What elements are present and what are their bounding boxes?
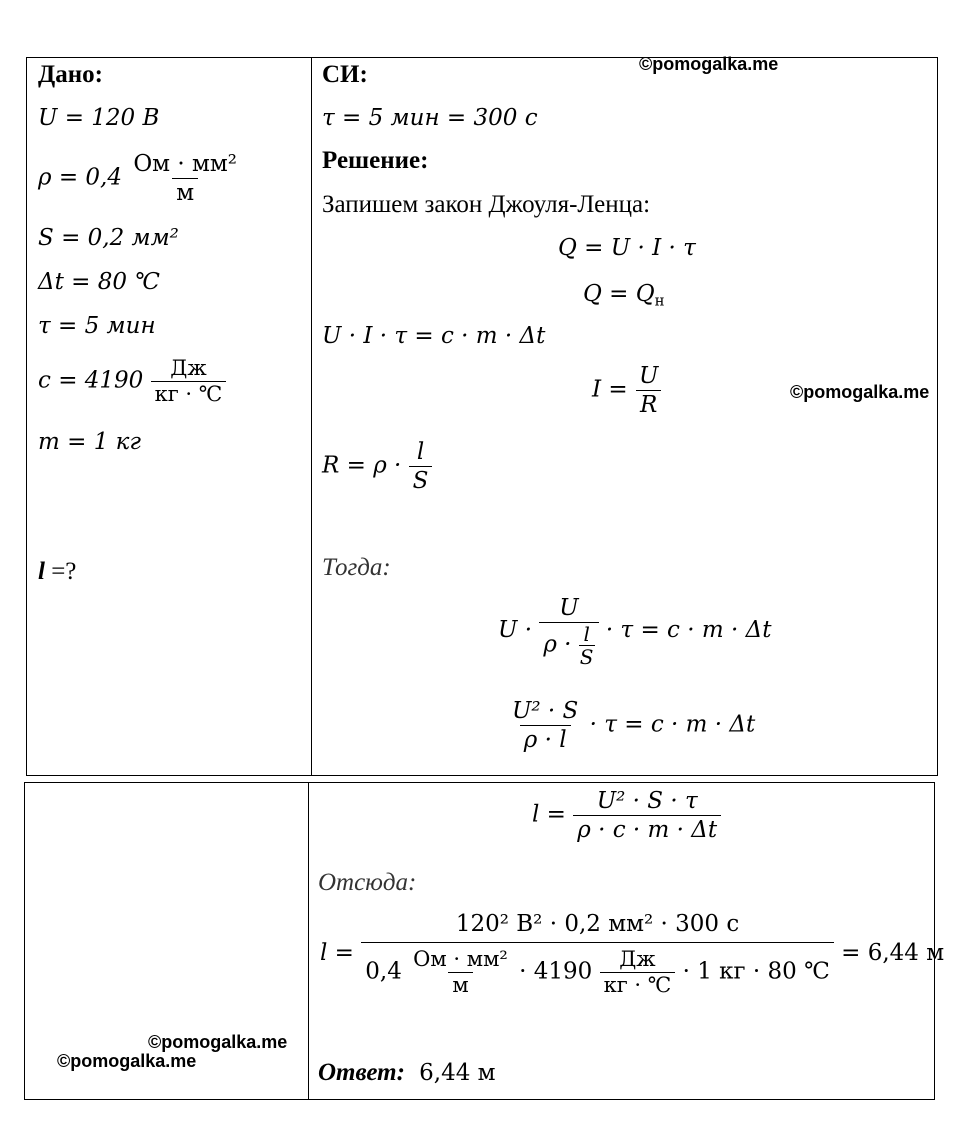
given-resistivity-lhs: ρ = 0,4: [38, 164, 122, 191]
equation-simplified: [508, 697, 755, 754]
denominator-heat-unit: [600, 947, 676, 998]
fraction-denominator: S: [409, 466, 433, 495]
watermark: ©pomogalka.me: [148, 1032, 288, 1052]
si-title: СИ:: [322, 61, 368, 88]
denominator-coefficient: 0,4: [365, 958, 402, 985]
denominator-resistivity-unit: [409, 947, 512, 998]
equation-ohm: [592, 362, 662, 419]
hence-text: Отсюда:: [318, 869, 417, 896]
watermark: ©pomogalka.me: [639, 54, 779, 74]
equation-final-fraction: [361, 910, 834, 998]
fraction-denominator: S: [579, 645, 594, 669]
watermark: ©pomogalka.me: [57, 1051, 197, 1071]
equation-substitution-fraction: [539, 594, 598, 668]
equation-heat-balance: [583, 279, 665, 309]
equation-simplified-rhs: · τ = c · m · Δt: [589, 711, 756, 738]
inner-fraction: [579, 623, 595, 668]
fraction-denominator: м: [448, 972, 472, 998]
equation-length-fraction: [573, 787, 721, 844]
fraction-denominator: ρ · c · m · Δt: [573, 815, 721, 844]
column-divider: [308, 783, 309, 1099]
given-title: Дано:: [38, 61, 103, 88]
answer-label: Ответ:: [318, 1059, 405, 1086]
fraction-denominator: ρ · l: [520, 725, 571, 754]
fraction-denominator: м: [172, 178, 198, 207]
fraction-numerator: Ом · мм²: [413, 947, 508, 971]
equation-joule-lenz: Q = U · I · τ: [558, 235, 696, 261]
equation-heat-balance-lhs: Q = Q: [583, 281, 655, 307]
fraction-numerator: U² · S: [512, 698, 579, 724]
fraction-denominator: R: [636, 390, 661, 419]
given-resistivity-unit: [129, 150, 241, 207]
answer-value: 6,44 м: [419, 1060, 496, 1086]
fraction-numerator: l: [416, 439, 425, 465]
equation-simplified-fraction: [508, 697, 582, 754]
given-time: τ = 5 мин: [38, 313, 156, 339]
equation-ohm-fraction: [635, 362, 662, 419]
fraction-numerator: U: [559, 595, 579, 621]
equation-heat-balance-subscript: н: [654, 291, 665, 310]
given-find: [38, 557, 76, 587]
fraction-denominator: кг · ℃: [600, 972, 676, 998]
fraction-denominator: [361, 942, 834, 998]
fraction-numerator: 120² В² · 0,2 мм² · 300 с: [455, 911, 740, 937]
fraction-numerator: Ом · мм²: [133, 151, 237, 177]
then-text: Тогда:: [322, 554, 391, 581]
equation-energy: U · I · τ = c · m · Δt: [322, 323, 546, 349]
denominator-specific-heat: · 4190: [519, 958, 593, 985]
given-specific-heat-unit: [151, 356, 227, 407]
column-divider: [311, 58, 312, 775]
equation-resistance: [322, 438, 432, 495]
equation-resistance-lhs: R = ρ ·: [322, 452, 402, 479]
given-area: S = 0,2 мм²: [38, 225, 179, 251]
inner-lhs: ρ ·: [543, 631, 572, 658]
find-rest: =?: [44, 558, 77, 585]
given-voltage: U = 120 В: [38, 105, 160, 131]
given-specific-heat: [38, 356, 226, 407]
si-time: τ = 5 мин = 300 с: [322, 105, 538, 131]
given-temperature-change: Δt = 80 ℃: [38, 269, 161, 295]
fraction-numerator: U² · S · τ: [596, 788, 698, 814]
equation-final-result: = 6,44 м: [841, 940, 945, 966]
fraction-numerator: l: [583, 622, 590, 646]
law-text: Запишем закон Джоуля-Ленца:: [322, 191, 651, 218]
answer: [318, 1058, 496, 1088]
equation-final-lhs: l =: [320, 940, 354, 966]
fraction-numerator: Дж: [619, 947, 656, 971]
equation-substitution-lhs: U ·: [498, 617, 533, 643]
fraction-denominator: кг · ℃: [151, 381, 227, 407]
equation-resistance-fraction: [409, 438, 433, 495]
equation-length: [532, 787, 721, 844]
given-specific-heat-lhs: c = 4190: [38, 367, 144, 394]
given-mass: m = 1 кг: [38, 429, 142, 455]
find-variable: l: [38, 558, 45, 585]
fraction-denominator: [539, 622, 598, 668]
equation-ohm-lhs: I =: [592, 376, 628, 403]
fraction-numerator: U: [638, 363, 659, 389]
solution-title: Решение:: [322, 147, 429, 174]
equation-substitution-rhs: · τ = c · m · Δt: [605, 617, 772, 643]
fraction-numerator: Дж: [170, 356, 207, 380]
equation-length-lhs: l =: [532, 801, 566, 828]
denominator-mass-temp: · 1 кг · 80 ℃: [682, 958, 830, 985]
watermark: ©pomogalka.me: [790, 382, 930, 402]
equation-final: [320, 910, 944, 998]
equation-substitution: [498, 594, 771, 668]
given-resistivity: [38, 150, 241, 207]
